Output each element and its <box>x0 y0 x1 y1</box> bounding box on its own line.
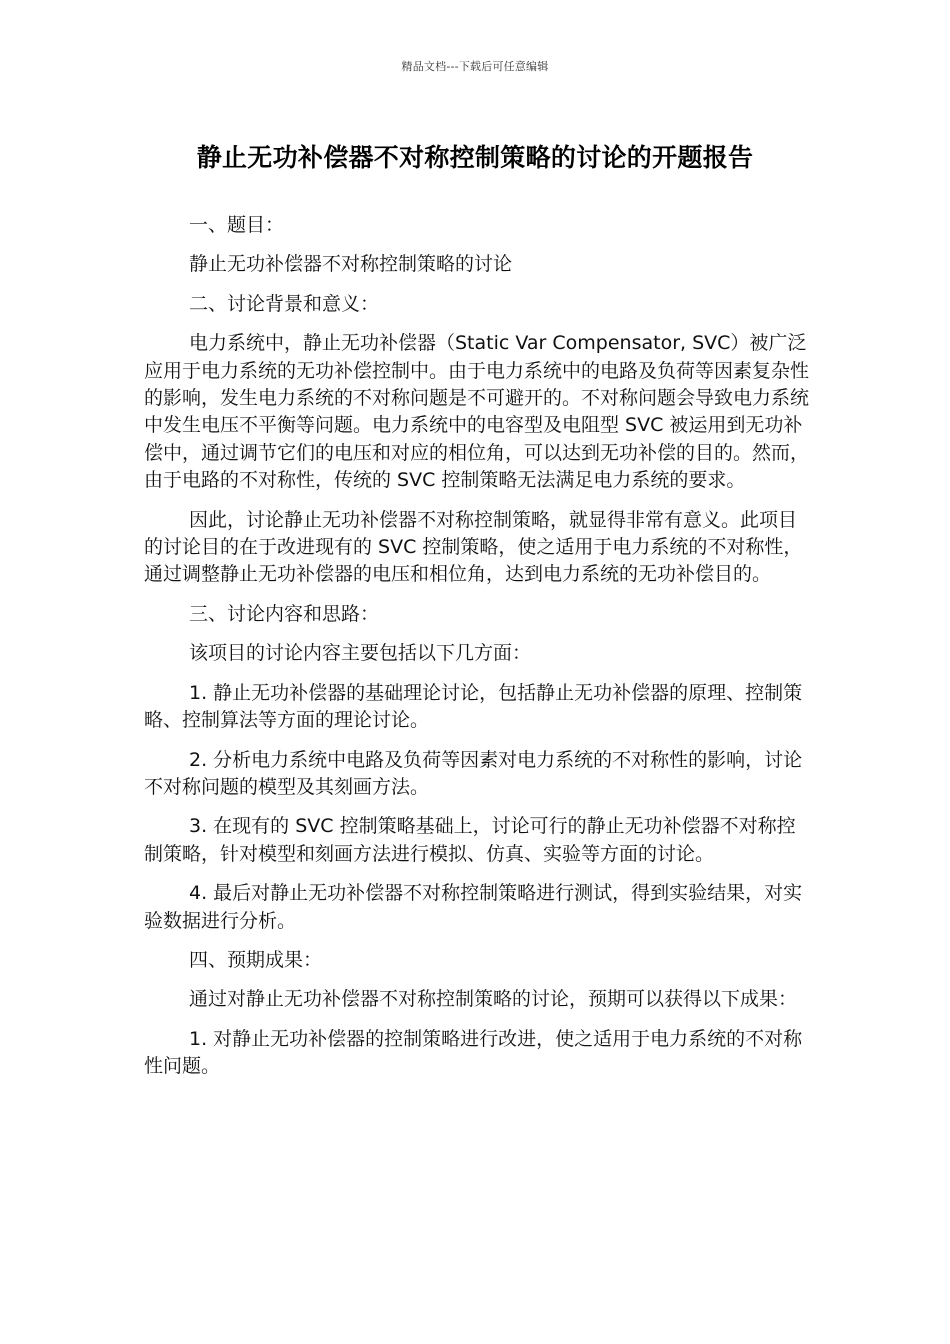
background-paragraph-1: 电力系统中，静止无功补偿器（Static Var Compensator, SVC）被广泛应用于电力系统的无功补偿控制中。由于电力系统中的电路及负荷等因素复杂性的影响，发生电力系统的不对称问题是不可避开的。不对称问题会导致电力系统中发生电压不平衡等问题。电力系统中的电容型及电阻型 SVC 被运用到无功补偿中，通过调节它们的电压和对应的相位角，可以达到无功补偿的目的。然而，由于电路的不对称性，传统的 SVC 控制策略无法满足电力系统的要求。 <box>144 332 810 492</box>
document-body <box>144 212 812 1093</box>
header-note: 精品文档---下载后可任意编辑 <box>401 60 549 73</box>
section-heading-topic: 一、题目： <box>189 214 285 236</box>
content-intro: 该项目的讨论内容主要包括以下几方面： <box>189 642 532 665</box>
section-heading-content: 三、讨论内容和思路： <box>189 602 380 625</box>
content-item-4: 4. 最后对静止无功补偿器不对称控制策略进行测试，得到实验结果，对实验数据进行分析。 <box>144 882 803 932</box>
content-item-3: 3. 在现有的 SVC 控制策略基础上，讨论可行的静止无功补偿器不对称控制策略，针对模型和刻画方法进行模拟、仿真、实验等方面的讨论。 <box>144 815 796 865</box>
content-item-1: 1. 静止无功补偿器的基础理论讨论，包括静止无功补偿器的原理、控制策略、控制算法等方面的理论讨论。 <box>144 681 803 732</box>
background-paragraph-2: 因此，讨论静止无功补偿器不对称控制策略，就显得非常有意义。此项目的讨论目的在于改进现有的 SVC 控制策略，使之适用于电力系统的不对称性，通过调整静止无功补偿器的电压和相位角，达到电力系统的无功补偿目的。 <box>144 508 803 586</box>
document-title: 静止无功补偿器不对称控制策略的讨论的开题报告 <box>196 143 754 172</box>
results-item-1: 1. 对静止无功补偿器的控制策略进行改进，使之适用于电力系统的不对称性问题。 <box>144 1027 803 1078</box>
topic-text: 静止无功补偿器不对称控制策略的讨论 <box>189 253 513 276</box>
section-heading-results: 四、预期成果： <box>189 948 323 971</box>
section-heading-background: 二、讨论背景和意义： <box>189 292 380 315</box>
content-item-2: 2. 分析电力系统中电路及负荷等因素对电力系统的不对称性的影响，讨论不对称问题的模型及其刻画方法。 <box>144 748 803 798</box>
results-intro: 通过对静止无功补偿器不对称控制策略的讨论，预期可以获得以下成果： <box>189 988 798 1011</box>
